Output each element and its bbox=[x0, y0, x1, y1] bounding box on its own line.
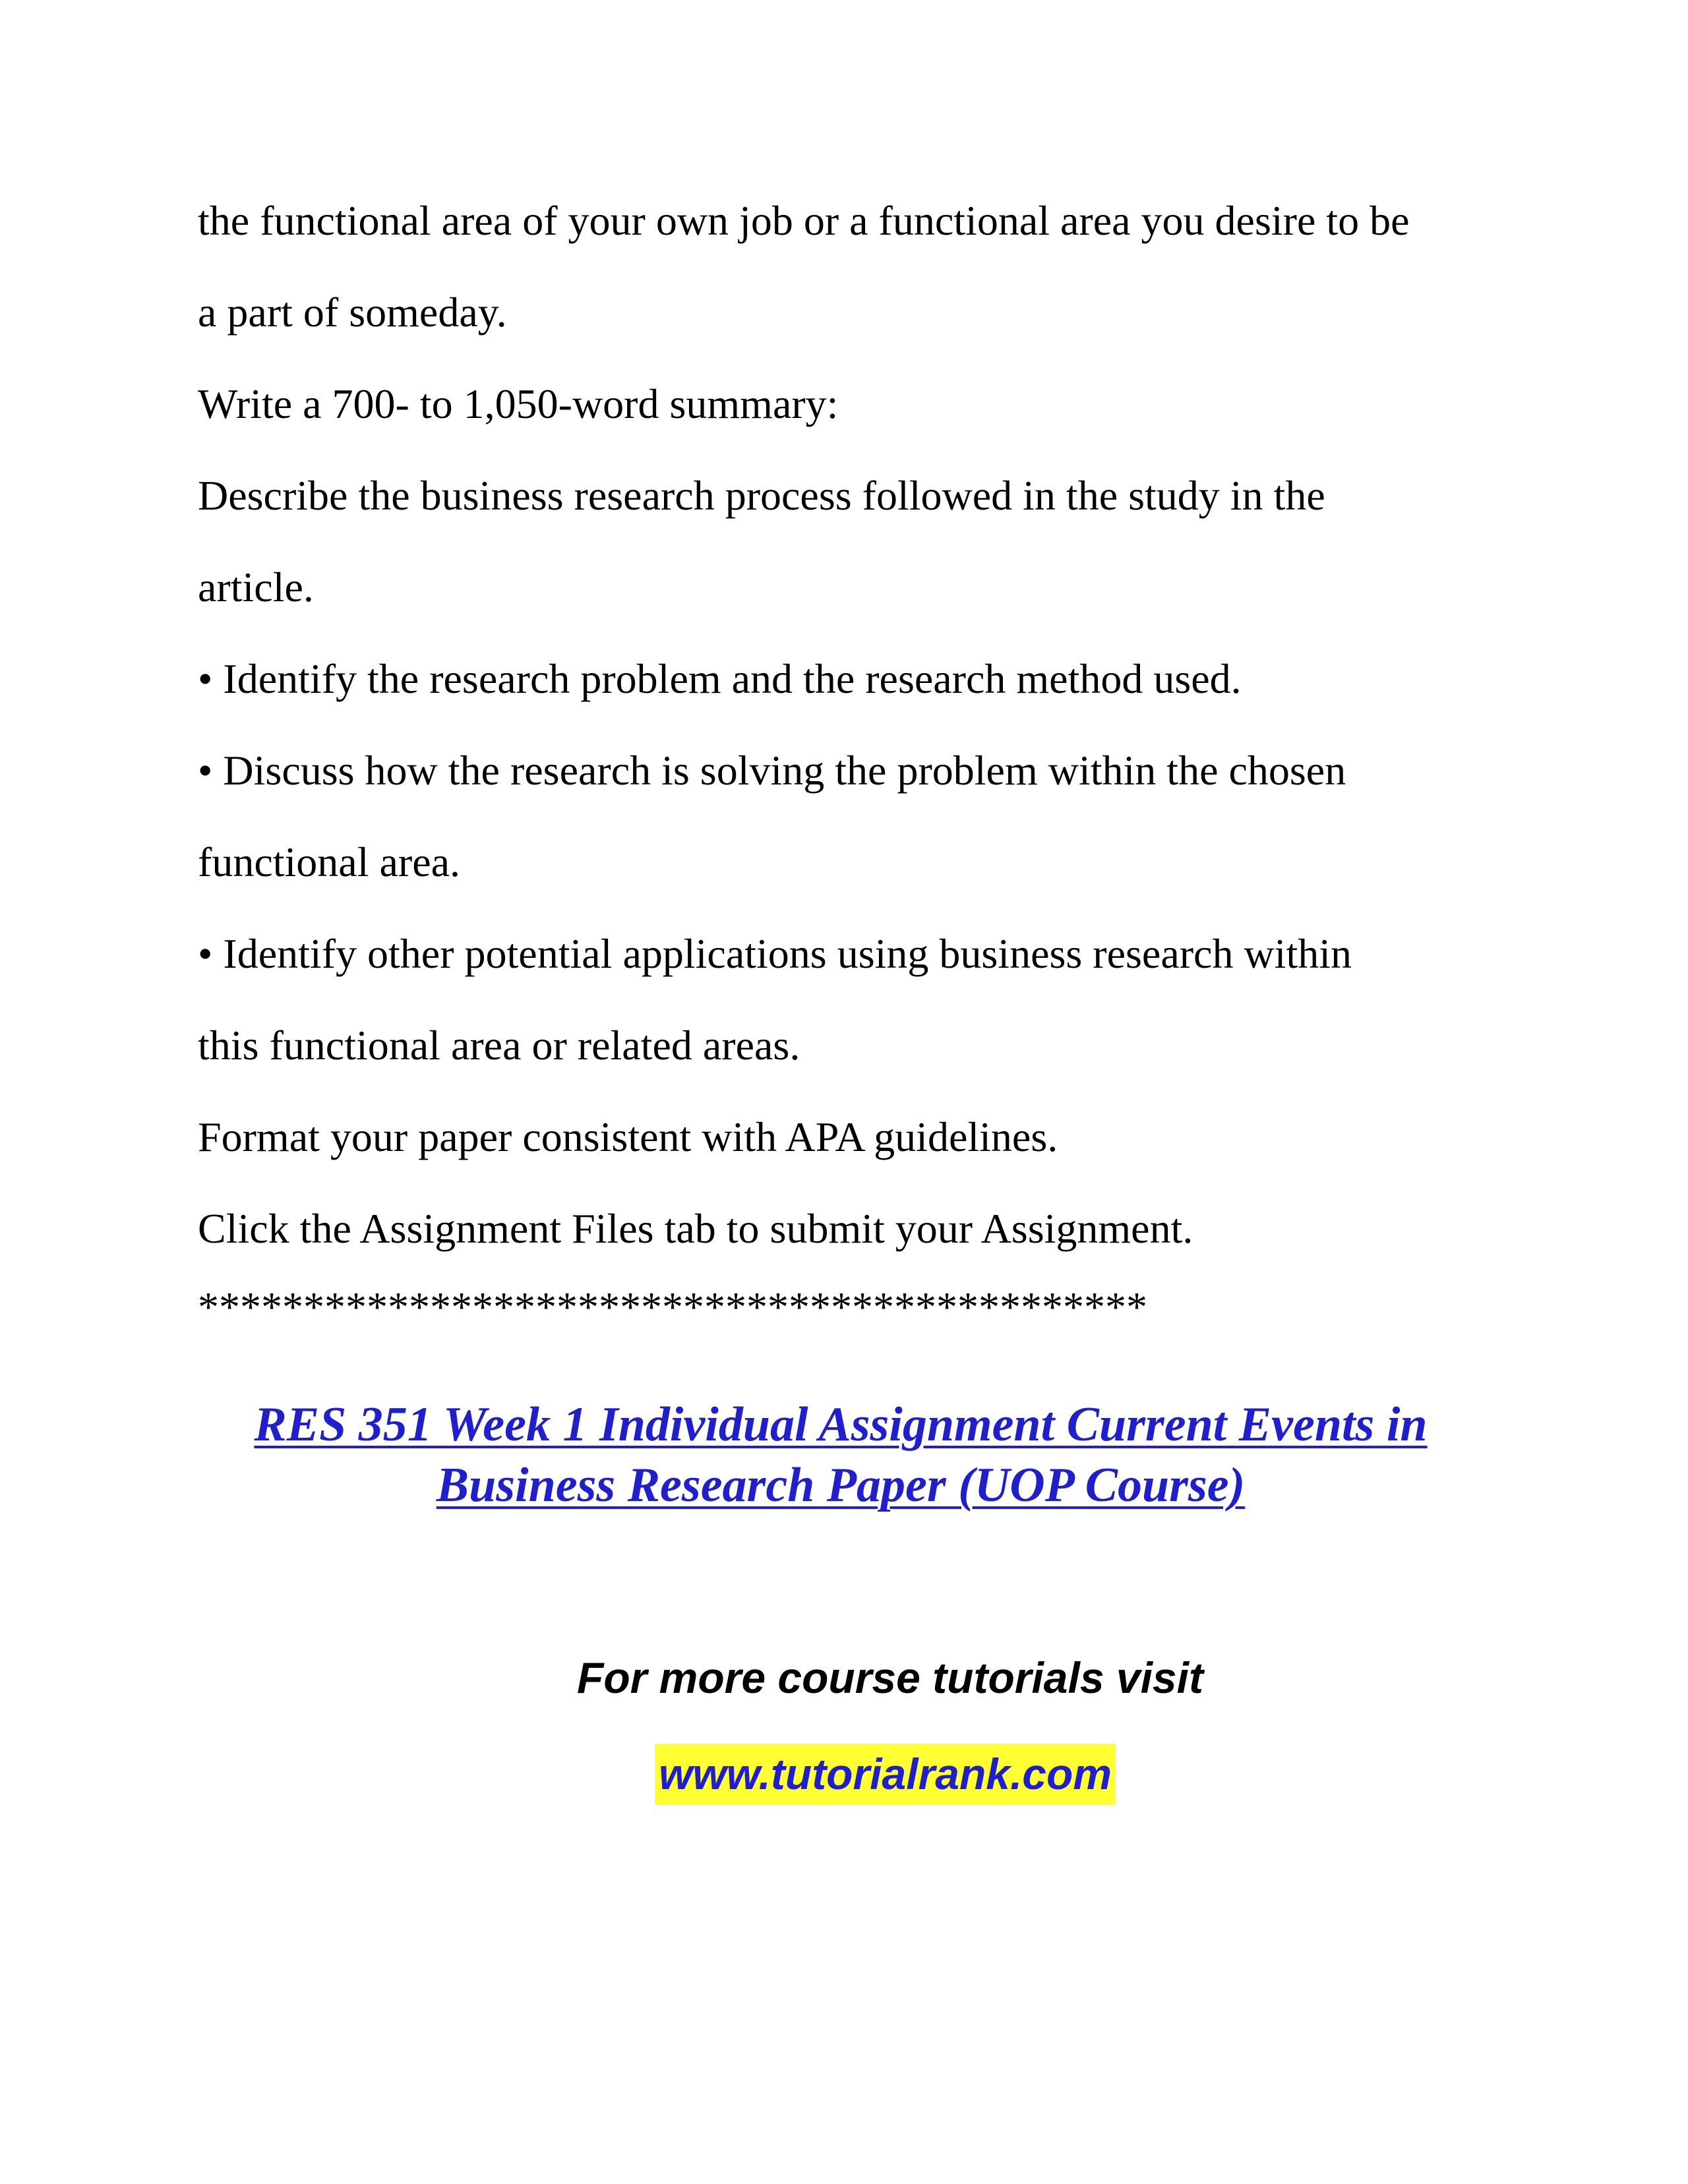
assignment-title-link[interactable] bbox=[132, 1394, 1550, 1516]
more-tutorials-text: For more course tutorials visit bbox=[577, 1653, 1203, 1702]
website-link[interactable]: www.tutorialrank.com bbox=[655, 1744, 1116, 1804]
asterisk-separator: ********************************************* bbox=[198, 1284, 1147, 1330]
title-link-line-1[interactable]: RES 351 Week 1 Individual Assignment Current Events in bbox=[254, 1398, 1428, 1452]
bullet-item: • Identify other potential applications using business research within bbox=[198, 930, 1352, 977]
text-line: this functional area or related areas. bbox=[198, 1022, 800, 1069]
text-line: article. bbox=[198, 564, 314, 610]
title-link-line-2[interactable]: Business Research Paper (UOP Course) bbox=[436, 1458, 1246, 1512]
text-line: the functional area of your own job or a functional area you desire to be bbox=[198, 197, 1410, 244]
text-line: Click the Assignment Files tab to submit your Assignment. bbox=[198, 1205, 1193, 1252]
text-line: Write a 700- to 1,050-word summary: bbox=[198, 380, 839, 427]
bullet-item: • Discuss how the research is solving the problem within the chosen bbox=[198, 747, 1346, 794]
text-line: a part of someday. bbox=[198, 289, 507, 336]
text-line: functional area. bbox=[198, 839, 460, 885]
text-line: Format your paper consistent with APA guidelines. bbox=[198, 1113, 1058, 1160]
text-line: Describe the business research process followed in the study in the bbox=[198, 472, 1325, 519]
assignment-instructions bbox=[198, 191, 1517, 1363]
bullet-item: • Identify the research problem and the research method used. bbox=[198, 655, 1242, 702]
